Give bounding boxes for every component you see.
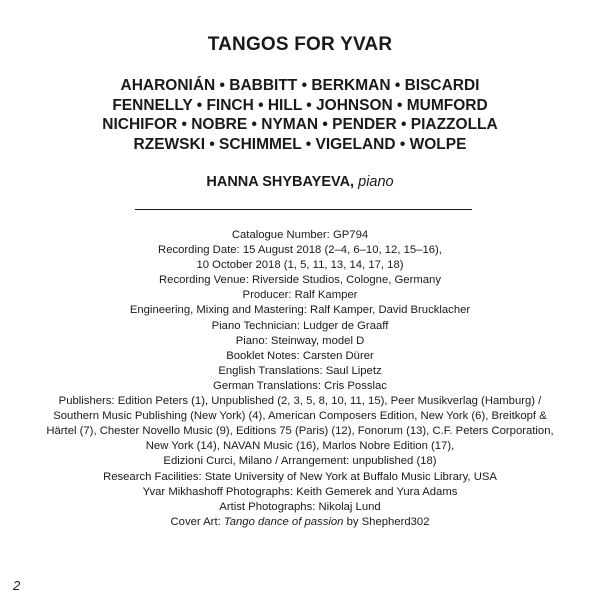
- credit-line: Southern Music Publishing (New York) (4), American Composers Edition, New York (6), Breitkopf &: [53, 410, 547, 423]
- credit-line: Recording Venue: Riverside Studios, Cologne, Germany: [159, 274, 441, 287]
- cover-art-artist: by Shepherd302: [343, 515, 430, 528]
- performer-instrument: piano: [358, 174, 394, 190]
- credit-line: Härtel (7), Chester Novello Music (9), Editions 75 (Paris) (12), Fonorum (13), C.F. Peters Corporation,: [46, 425, 554, 438]
- production-credits: [0, 228, 600, 530]
- composer-list: [0, 76, 600, 154]
- credit-line: German Translations: Cris Posslac: [213, 379, 387, 392]
- credit-line: 10 October 2018 (1, 5, 11, 13, 14, 17, 18): [196, 259, 404, 272]
- credit-line: Publishers: Edition Peters (1), Unpublished (2, 3, 5, 8, 10, 11, 15), Peer Musikverlag (Hamburg) /: [58, 395, 542, 408]
- credit-line: Piano Technician: Ludger de Graaff: [211, 319, 389, 332]
- credit-line: Catalogue Number: GP794: [231, 229, 369, 241]
- credit-line: Yvar Mikhashoff Photographs: Keith Gemerek and Yura Adams: [142, 485, 458, 498]
- performer-credit: [0, 174, 600, 190]
- credit-line: Artist Photographs: Nikolaj Lund: [219, 500, 381, 513]
- page-number: 2: [13, 578, 21, 593]
- credit-line: Producer: Ralf Kamper: [242, 289, 358, 302]
- cover-art-credit: [0, 515, 600, 530]
- credit-line: Edizioni Curci, Milano / Arrangement: unpublished (18): [163, 455, 437, 468]
- credit-line: Research Facilities: State University of New York at Buffalo Music Library, USA: [103, 470, 497, 483]
- credit-line: Piano: Steinway, model D: [235, 334, 365, 347]
- credit-line: New York (14), NAVAN Music (16), Marlos Nobre Edition (17),: [145, 440, 455, 453]
- album-title: TANGOS FOR YVAR: [207, 34, 393, 55]
- composer-line: NICHIFOR • NOBRE • NYMAN • PENDER • PIAZZOLLA: [102, 116, 498, 133]
- composer-line: FENNELLY • FINCH • HILL • JOHNSON • MUMFORD: [112, 96, 488, 114]
- composer-line: RZEWSKI • SCHIMMEL • VIGELAND • WOLPE: [133, 135, 467, 153]
- credit-line: English Translations: Saul Lipetz: [218, 364, 382, 377]
- credit-line: Recording Date: 15 August 2018 (2–4, 6–10, 12, 15–16),: [158, 244, 442, 257]
- composer-line: AHARONIÁN • BABBITT • BERKMAN • BISCARDI: [120, 77, 480, 94]
- credit-line: Engineering, Mixing and Mastering: Ralf Kamper, David Brucklacher: [129, 304, 471, 317]
- performer-name: HANNA SHYBAYEVA,: [206, 174, 355, 190]
- divider-line: [135, 209, 472, 210]
- credit-line: Booklet Notes: Carsten Dürer: [226, 349, 374, 362]
- cover-art-title: Tango dance of passion: [223, 515, 344, 528]
- cover-art-label: Cover Art:: [170, 515, 224, 528]
